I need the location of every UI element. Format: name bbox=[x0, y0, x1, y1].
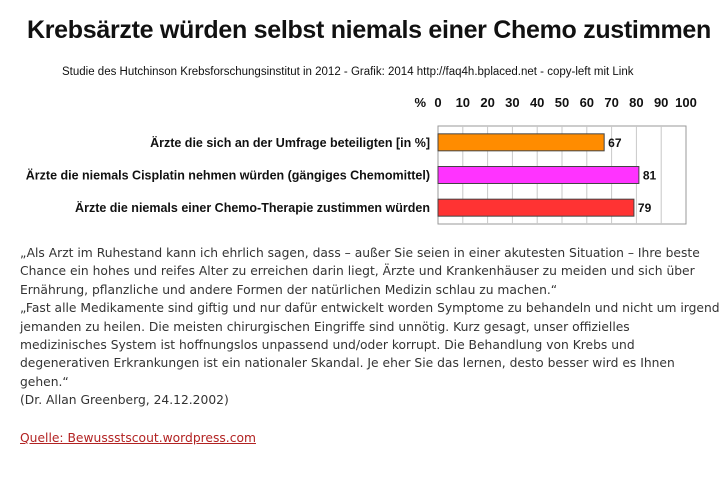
tick-label-90: 90 bbox=[653, 95, 669, 110]
bar-1 bbox=[438, 134, 604, 151]
data-label-3: 79 bbox=[637, 201, 652, 216]
category-label-2: Ärzte die niemals Cisplatin nehmen würden (gängiges Chemomittel) bbox=[25, 168, 430, 183]
quote-author: (Dr. Allan Greenberg, 24.12.2002) bbox=[20, 393, 229, 408]
data-label-1: 67 bbox=[608, 135, 622, 150]
page-title: Krebsärzte würden selbst niemals einer Chemo zustimmen bbox=[27, 16, 712, 44]
tick-label-10: 10 bbox=[455, 95, 471, 110]
quote-paragraph-1: „Als Arzt im Ruhestand kann ich ehrlich sagen, dass – außer Sie seien in einer akutesten Situation – Ihre beste Chance ein hohes und reifes Alter zu erreichen darin liegt, Ärzte und Krankenhäuser zu meiden und sich über Ernährung, pflanzliche und andere Formen der natürlichen Medizin schlau zu machen.“ bbox=[20, 246, 700, 297]
chart-subtitle: Studie des Hutchinson Krebsforschungsinstitut in 2012 - Grafik: 2014 http://faq4h.bplaced.net - copy-left mit Link bbox=[62, 66, 634, 78]
category-label-1: Ärzte die sich an der Umfrage beteiligten [in %] bbox=[150, 135, 430, 150]
tick-label-30: 30 bbox=[505, 95, 520, 110]
tick-label-100: 100 bbox=[675, 95, 697, 110]
data-label-2: 81 bbox=[642, 168, 657, 183]
tick-label-20: 20 bbox=[480, 95, 495, 110]
tick-label-40: 40 bbox=[529, 95, 545, 110]
quote-block bbox=[20, 244, 720, 410]
axis-unit-label: % bbox=[414, 95, 426, 110]
category-label-3: Ärzte die niemals einer Chemo-Therapie zustimmen würden bbox=[75, 201, 430, 216]
bar-2 bbox=[438, 167, 639, 184]
tick-label-0: 0 bbox=[434, 95, 442, 110]
quote-paragraph-2: „Fast alle Medikamente sind giftig und nur dafür entwickelt worden Symptome zu behandeln und nicht um irgend jemanden zu heilen. Die meisten chirurgischen Eingriffe sind unnötig. Kurz gesagt, unser offizielles medizinisches System ist hoffnungslos unpassend und/oder korrupt. Die Behandlung von Krebs und degenerativen Erkrankungen ist ein nationaler Skandal. Je eher Sie das lernen, desto besser wird es Ihnen gehen.“ bbox=[20, 301, 720, 389]
bar-chart bbox=[0, 90, 726, 230]
tick-label-50: 50 bbox=[554, 95, 570, 110]
tick-label-70: 70 bbox=[604, 95, 619, 110]
bar-3 bbox=[438, 199, 634, 216]
tick-label-60: 60 bbox=[579, 95, 595, 110]
tick-label-80: 80 bbox=[629, 95, 644, 110]
source-link[interactable]: Quelle: Bewussstscout.wordpress.com bbox=[20, 431, 256, 445]
